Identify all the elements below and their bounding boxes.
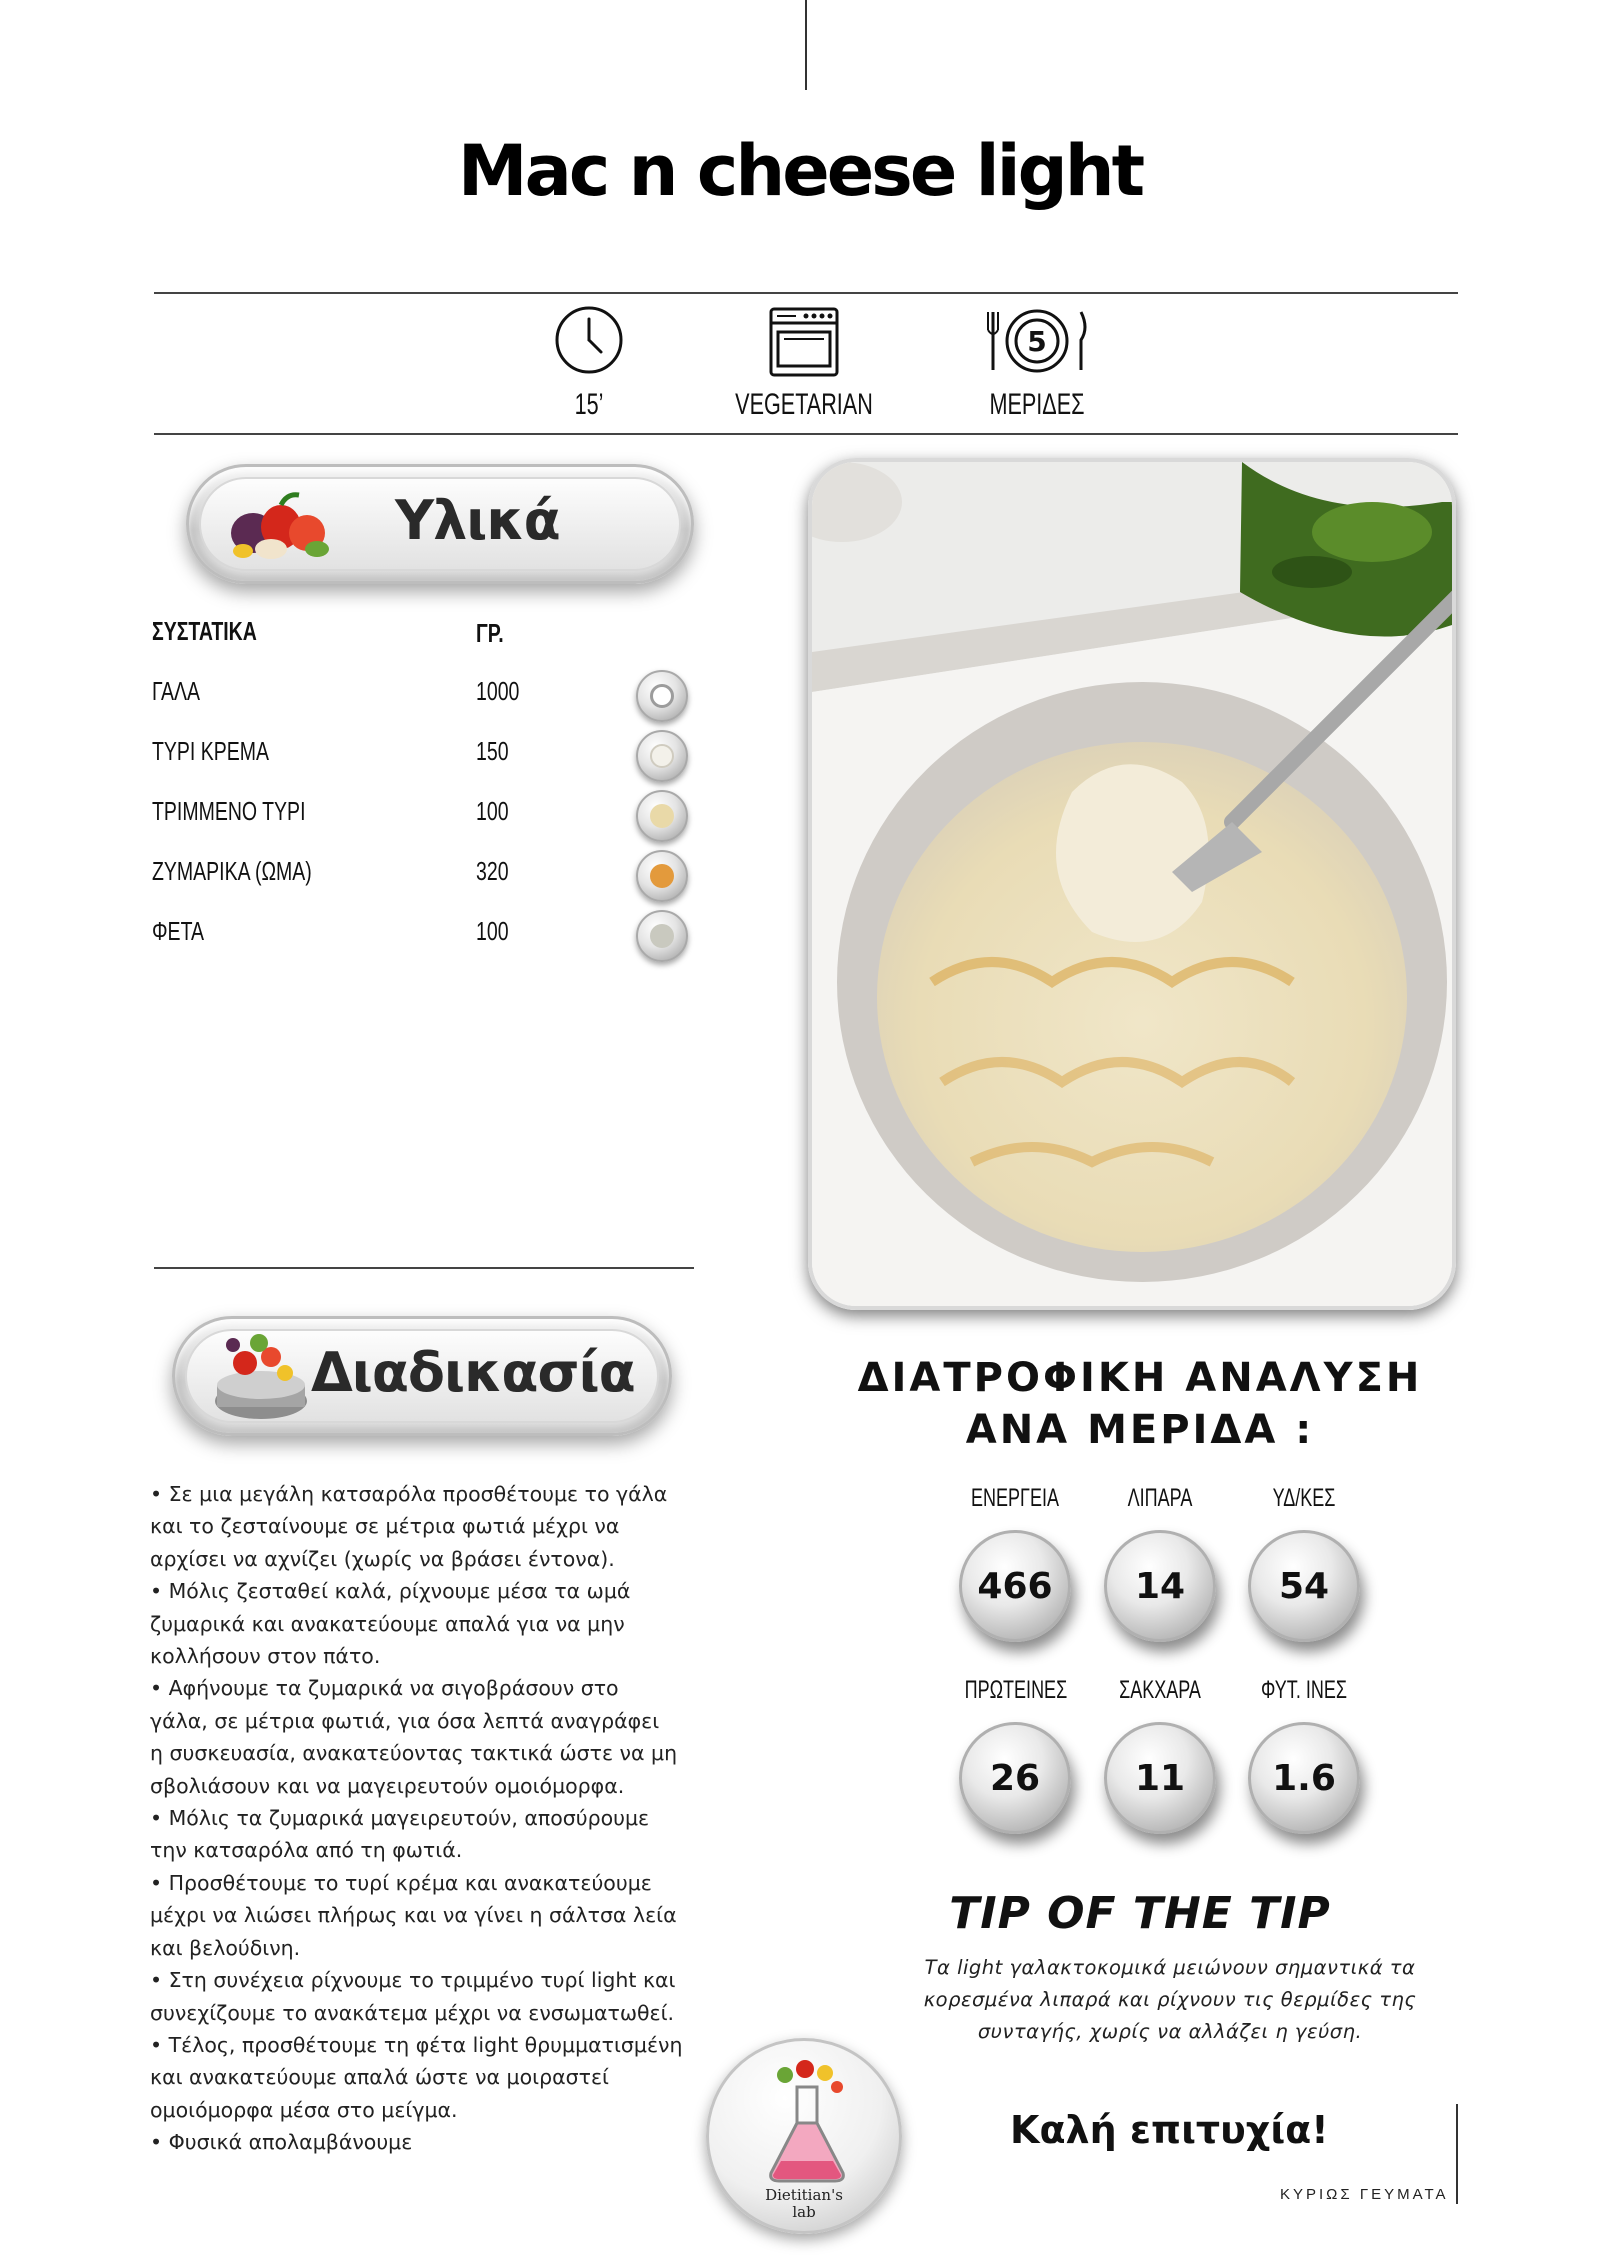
ingredient-qty: 100 — [476, 796, 509, 826]
step-line: • Σε μια μεγάλη κατσαρόλα προσθέτουμε το γάλα — [150, 1482, 668, 1506]
fiber-value: 1.6 — [1248, 1722, 1360, 1834]
nutrition-title-line1: ΔΙΑΤΡΟΦΙΚΗ ΑΝΑΛΥΣΗ — [857, 1355, 1423, 1401]
ingredient-name: ΦΕΤΑ — [152, 916, 205, 946]
diet-type-label: VEGETARIAN — [735, 388, 873, 421]
step-line: σβολιάσουν και να μαγειρευτούν ομοιόμορφα. — [150, 1773, 625, 1798]
tip-title: TIP OF THE TIP — [949, 1888, 1331, 1939]
step-line: η συσκευασία, ανακατεύοντας τακτικά ώστε να μη — [150, 1741, 678, 1766]
pasta-icon — [636, 850, 688, 902]
step-line: και βελούδινη. — [150, 1935, 301, 1960]
step-line: • Τέλος, προσθέτουμε τη φέτα light θρυμματισμένη — [150, 2032, 683, 2057]
cooking-pot-icon — [205, 1327, 317, 1427]
vegetables-icon — [223, 483, 335, 565]
good-luck-text: Καλή επιτυχία! — [1010, 2108, 1329, 2152]
footer-divider-line — [1456, 2104, 1458, 2204]
ingredient-qty: 320 — [476, 856, 509, 886]
ingredient-name: ΖΥΜΑΡΙΚΑ (ΩΜΑ) — [152, 856, 312, 886]
footer-category: ΚΥΡΙΩΣ ΓΕΥΜΑΤΑ — [1280, 2186, 1449, 2203]
step-line: • Μόλις τα ζυμαρικά μαγειρευτούν, αποσύρουμε — [150, 1806, 650, 1831]
ingredient-qty: 100 — [476, 916, 509, 946]
fat-value: 14 — [1104, 1530, 1216, 1642]
ingredients-col-qty: ΓΡ. — [476, 618, 504, 648]
servings-count: 5 — [1027, 325, 1047, 358]
procedure-heading-pill — [172, 1316, 672, 1436]
energy-value: 466 — [959, 1530, 1071, 1642]
nutrition-label: ΠΡΩΤΕΙΝΕΣ — [964, 1676, 1068, 1704]
step-line: • Στη συνέχεια ρίχνουμε το τριμμένο τυρί light και — [150, 1968, 676, 1993]
tip-line: συνταγής, χωρίς να αλλάζει η γεύση. — [977, 2020, 1363, 2043]
servings-label: ΜΕΡΙΔΕΣ — [989, 388, 1085, 421]
ingredient-name: ΤΡΙΜΜΕΝΟ ΤΥΡΙ — [152, 796, 306, 826]
step-line: αρχίσει να αχνίζει (χωρίς να βράσει έντονα). — [150, 1546, 615, 1571]
ingredients-heading: Υλικά — [395, 489, 560, 552]
step-line: την κατσαρόλα από τη φωτιά. — [150, 1838, 463, 1863]
ingredient-name: ΓΑΛΑ — [152, 676, 200, 706]
oven-icon — [768, 306, 840, 378]
nutrition-label: ΕΝΕΡΓΕΙΑ — [971, 1484, 1059, 1512]
procedure-steps — [150, 1478, 720, 2159]
logo-line1: Dietitian's — [765, 2186, 843, 2204]
ingredient-name: ΤΥΡΙ ΚΡΕΜΑ — [152, 736, 270, 766]
ingredient-qty: 1000 — [476, 676, 520, 706]
carbs-value: 54 — [1248, 1530, 1360, 1642]
step-line: μέχρι να λιώσει πλήρως και να γίνει η σάλτσα λεία — [150, 1903, 677, 1928]
nutrition-label: ΥΔ/ΚΕΣ — [1272, 1484, 1336, 1512]
prep-time-label: 15’ — [574, 388, 604, 421]
step-line: και το ζεσταίνουμε σε μέτρια φωτιά μέχρι να — [150, 1514, 620, 1539]
nutrition-title-line2: ΑΝΑ ΜΕΡΙΔΑ : — [965, 1407, 1315, 1453]
dietitians-lab-logo — [706, 2038, 902, 2234]
step-line: ζυμαρικά και ανακατεύουμε απαλά για να μην — [150, 1611, 625, 1636]
cream-cheese-icon — [636, 730, 688, 782]
step-line: • Προσθέτουμε το τυρί κρέμα και ανακατεύουμε — [150, 1870, 652, 1895]
recipe-title: Mac n cheese light — [457, 130, 1143, 212]
feta-icon — [636, 910, 688, 962]
step-line: γάλα, σε μέτρια φωτιά, για όσα λεπτά αναγράφει — [150, 1708, 660, 1733]
ingredient-qty: 150 — [476, 736, 509, 766]
tip-text — [900, 1952, 1440, 2048]
flask-icon — [757, 2057, 857, 2187]
step-line: συνεχίζουμε το ανακάτεμα μέχρι να ενσωματωθεί. — [150, 2000, 675, 2025]
step-line: ομοιόμορφα μέσα στο μείγμα. — [150, 2097, 458, 2122]
step-line: • Φυσικά απολαμβάνουμε — [150, 2130, 413, 2155]
tip-line: Τα light γαλακτοκομικά μειώνουν σημαντικά τα — [924, 1956, 1416, 1979]
step-line: κολλήσουν στον πάτο. — [150, 1644, 381, 1669]
dish-photo — [808, 458, 1456, 1310]
step-line: • Αφήνουμε τα ζυμαρικά να σιγοβράσουν στο — [150, 1676, 619, 1701]
meta-bottom-divider — [154, 433, 1458, 435]
step-line: και ανακατεύουμε απαλά ώστε να μοιραστεί — [150, 2065, 609, 2090]
ingredients-heading-pill — [186, 464, 694, 584]
milk-icon — [636, 670, 688, 722]
procedure-heading: Διαδικασία — [311, 1341, 635, 1404]
nutrition-label: ΣΑΚΧΑΡΑ — [1119, 1676, 1201, 1704]
nutrition-label: ΛΙΠΑΡΑ — [1127, 1484, 1193, 1512]
sugar-value: 11 — [1104, 1722, 1216, 1834]
plate-servings-icon — [985, 308, 1089, 374]
procedure-divider — [154, 1267, 694, 1269]
protein-value: 26 — [959, 1722, 1071, 1834]
ingredients-col-name: ΣΥΣΤΑΤΙΚΑ — [152, 616, 257, 646]
step-line: • Μόλις ζεσταθεί καλά, ρίχνουμε μέσα τα ωμά — [150, 1579, 631, 1604]
top-divider-line — [805, 0, 807, 90]
meta-top-divider — [154, 292, 1458, 294]
clock-icon — [554, 305, 624, 375]
logo-line2: lab — [792, 2203, 816, 2221]
nutrition-label: ΦΥΤ. ΙΝΕΣ — [1261, 1676, 1347, 1704]
tip-line: κορεσμένα λιπαρά και ρίχνουν τις θερμίδες της — [923, 1988, 1417, 2011]
grated-cheese-icon — [636, 790, 688, 842]
